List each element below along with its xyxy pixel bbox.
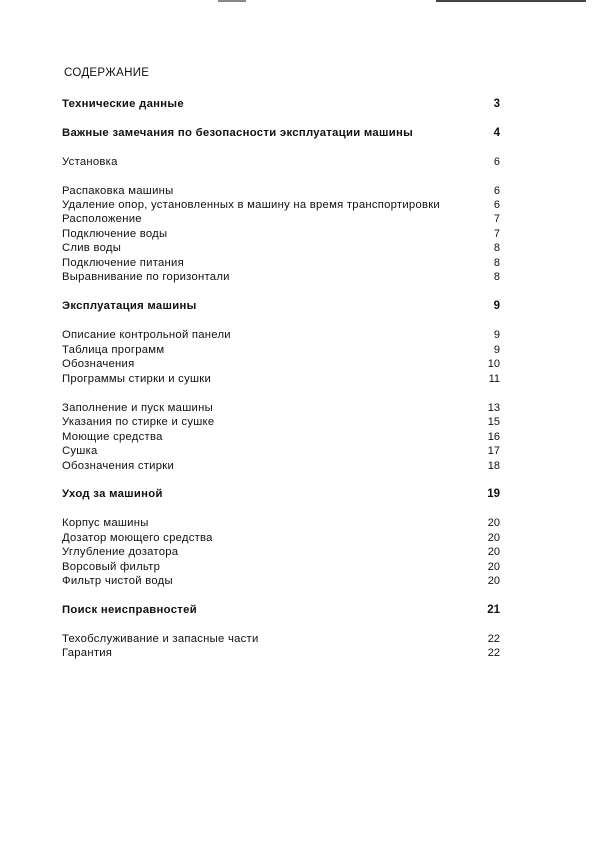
toc-page-number: 3 bbox=[493, 98, 500, 110]
toc-section bbox=[62, 604, 500, 618]
toc-entry bbox=[62, 546, 500, 560]
toc-entry bbox=[62, 431, 500, 445]
toc-entry bbox=[62, 344, 500, 358]
toc-entry-title: Подключение питания bbox=[62, 257, 184, 269]
toc-page-number: 6 bbox=[493, 185, 500, 197]
toc-entry-title: Выравнивание по горизонтали bbox=[62, 271, 230, 283]
toc-entry-title: Установка bbox=[62, 156, 118, 168]
toc-page-number: 8 bbox=[493, 242, 500, 254]
toc-entry bbox=[62, 185, 500, 199]
toc-page-number: 7 bbox=[493, 228, 500, 240]
toc-entry bbox=[62, 199, 500, 213]
toc-entry bbox=[62, 213, 500, 227]
toc-entry bbox=[62, 575, 500, 589]
toc-page-number: 20 bbox=[487, 517, 500, 529]
toc-entry-title: Обозначения bbox=[62, 358, 135, 370]
toc-section bbox=[62, 300, 500, 314]
toc-entry-title: Обозначения стирки bbox=[62, 460, 175, 472]
toc-page-number: 21 bbox=[487, 604, 500, 616]
toc-entry-title: Распаковка машины bbox=[62, 185, 174, 197]
toc-entry bbox=[62, 228, 500, 242]
toc-entry-title: Корпус машины bbox=[62, 517, 149, 529]
toc-page-number: 8 bbox=[493, 257, 500, 269]
toc-entry-title: Указания по стирке и сушке bbox=[62, 416, 215, 428]
toc-entry-title: Программы стирки и сушки bbox=[62, 373, 212, 385]
toc-entry-title: Расположение bbox=[62, 213, 142, 225]
toc-entry-title: Технические данные bbox=[62, 98, 184, 110]
toc-entry bbox=[62, 416, 500, 430]
toc-entry bbox=[62, 460, 500, 474]
toc-entry-title: Гарантия bbox=[62, 647, 113, 659]
toc-entry bbox=[62, 532, 500, 546]
toc-entry bbox=[62, 647, 500, 661]
toc-entry-title: Подключение воды bbox=[62, 228, 168, 240]
toc-heading: СОДЕРЖАНИЕ bbox=[64, 67, 150, 79]
toc-section bbox=[62, 98, 500, 112]
toc-entry bbox=[62, 373, 500, 387]
toc-entry bbox=[62, 561, 500, 575]
toc-entry-title: Описание контрольной панели bbox=[62, 329, 231, 341]
toc-entry-title: Заполнение и пуск машины bbox=[62, 402, 213, 414]
toc-page-number: 20 bbox=[487, 532, 500, 544]
toc-page-number: 9 bbox=[493, 344, 500, 356]
toc-page-number: 9 bbox=[493, 300, 500, 312]
toc-page-number: 6 bbox=[493, 199, 500, 211]
toc-entry bbox=[62, 257, 500, 271]
toc-entry bbox=[62, 242, 500, 256]
toc-page-number: 13 bbox=[487, 402, 500, 414]
toc-entry-title: Уход за машиной bbox=[62, 488, 163, 500]
toc-entry bbox=[62, 517, 500, 531]
toc-entry-title: Поиск неисправностей bbox=[62, 604, 197, 616]
toc-entry bbox=[62, 329, 500, 343]
toc-page-number: 8 bbox=[493, 271, 500, 283]
toc-entry-title: Таблица программ bbox=[62, 344, 165, 356]
scan-mark bbox=[218, 0, 246, 2]
toc-page-number: 17 bbox=[487, 445, 500, 457]
toc-page-number: 20 bbox=[487, 546, 500, 558]
toc-entry-title: Важные замечания по безопасности эксплуатации машины bbox=[62, 127, 414, 139]
toc-entry-title: Ворсовый фильтр bbox=[62, 561, 161, 573]
toc-page-number: 11 bbox=[488, 373, 500, 385]
toc-entry-title: Эксплуатация машины bbox=[62, 300, 197, 312]
toc-entry bbox=[62, 271, 500, 285]
toc-page-number: 20 bbox=[487, 575, 500, 587]
toc-entry-title: Удаление опор, установленных в машину на время транспортировки bbox=[62, 199, 440, 211]
toc-entry bbox=[62, 156, 500, 170]
toc-entry-title: Дозатор моющего средства bbox=[62, 532, 213, 544]
toc-entry bbox=[62, 358, 500, 372]
toc-entry-title: Техобслуживание и запасные части bbox=[62, 633, 259, 645]
toc-page-number: 7 bbox=[493, 213, 500, 225]
toc-entry-title: Сушка bbox=[62, 445, 98, 457]
toc-entry bbox=[62, 633, 500, 647]
toc-section bbox=[62, 488, 500, 502]
toc-section bbox=[62, 127, 500, 141]
toc-page-number: 19 bbox=[487, 488, 500, 500]
toc-page-number: 15 bbox=[487, 416, 500, 428]
toc-entry-title: Фильтр чистой воды bbox=[62, 575, 173, 587]
toc-page-number: 22 bbox=[487, 647, 500, 659]
toc-page-number: 20 bbox=[487, 561, 500, 573]
toc-page-number: 6 bbox=[493, 156, 500, 168]
toc-page-number: 18 bbox=[487, 460, 500, 472]
toc-entry-title: Слив воды bbox=[62, 242, 122, 254]
toc-page-number: 22 bbox=[487, 633, 500, 645]
toc-page-number: 4 bbox=[493, 127, 500, 139]
toc-entry bbox=[62, 445, 500, 459]
toc-entry-title: Углубление дозатора bbox=[62, 546, 179, 558]
toc-page-number: 16 bbox=[487, 431, 500, 443]
toc-page-number: 9 bbox=[493, 329, 500, 341]
toc-entry-title: Моющие средства bbox=[62, 431, 163, 443]
toc-page-number: 10 bbox=[487, 358, 500, 370]
toc-entry bbox=[62, 402, 500, 416]
header-rule bbox=[436, 0, 586, 2]
